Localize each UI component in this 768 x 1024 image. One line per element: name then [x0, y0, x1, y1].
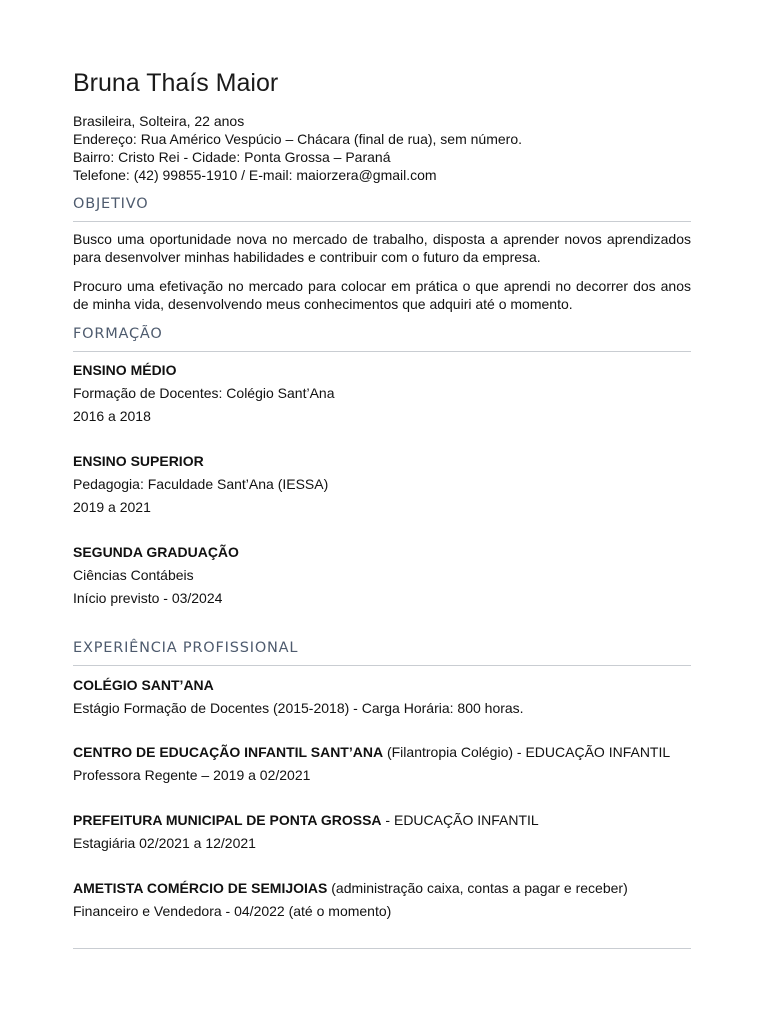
experience-company: CENTRO DE EDUCAÇÃO INFANTIL SANT’ANA — [73, 744, 384, 760]
education-period: 2016 a 2018 — [73, 408, 151, 424]
education-period: 2019 a 2021 — [73, 499, 151, 515]
experience-company: PREFEITURA MUNICIPAL DE PONTA GROSSA — [73, 812, 382, 828]
section-title-experiencia: EXPERIÊNCIA PROFISSIONAL — [73, 640, 299, 656]
experience-role: Estagiária 02/2021 a 12/2021 — [73, 835, 256, 851]
education-item — [73, 452, 691, 521]
objective-paragraph-2: Procuro uma efetivação no mercado para colocar em prática o que aprendi no decorrer dos anos de minha vida, desenvolvendo meus conhecimentos que adquiri até o momento. — [73, 278, 691, 312]
address-line: Endereço: Rua Américo Vespúcio – Chácara (final de rua), sem número. — [73, 131, 523, 147]
footer-divider — [73, 948, 691, 949]
experience-note: (administração caixa, contas a pagar e receber) — [327, 880, 628, 896]
experience-role: Estágio Formação de Docentes (2015-2018) - Carga Horária: 800 horas. — [73, 700, 524, 716]
resume-name: Bruna Thaís Maior — [73, 69, 279, 97]
phone-email-line: Telefone: (42) 99855-1910 / E-mail: maiorzera@gmail.com — [73, 167, 437, 183]
education-period: Início previsto - 03/2024 — [73, 590, 223, 606]
education-detail: Formação de Docentes: Colégio Sant’Ana — [73, 385, 335, 401]
experience-note: (Filantropia Colégio) - EDUCAÇÃO INFANTIL — [383, 744, 671, 760]
experience-item — [73, 743, 691, 789]
city-line: Bairro: Cristo Rei - Cidade: Ponta Grossa – Paraná — [73, 149, 391, 165]
education-heading: ENSINO MÉDIO — [73, 362, 177, 378]
objective-paragraph-1: Busco uma oportunidade nova no mercado de trabalho, disposta a aprender novos aprendizados para desenvolver minhas habilidades e contribuir com o futuro da empresa. — [73, 231, 691, 265]
personal-info: Brasileira, Solteira, 22 anos — [73, 113, 245, 129]
experience-role: Financeiro e Vendedora - 04/2022 (até o momento) — [73, 903, 392, 919]
experience-item — [73, 676, 691, 722]
education-detail: Pedagogia: Faculdade Sant’Ana (IESSA) — [73, 476, 329, 492]
education-heading: SEGUNDA GRADUAÇÃO — [73, 544, 239, 560]
experience-note: - EDUCAÇÃO INFANTIL — [381, 812, 539, 828]
education-item — [73, 543, 691, 612]
experience-company: COLÉGIO SANT’ANA — [73, 677, 214, 693]
experience-item — [73, 879, 691, 925]
education-detail: Ciências Contábeis — [73, 567, 194, 583]
section-divider — [73, 665, 691, 666]
experience-company: AMETISTA COMÉRCIO DE SEMIJOIAS — [73, 880, 328, 896]
experience-item — [73, 811, 691, 857]
education-heading: ENSINO SUPERIOR — [73, 453, 204, 469]
section-title-formacao: FORMAÇÃO — [73, 326, 163, 342]
experience-role: Professora Regente – 2019 a 02/2021 — [73, 767, 311, 783]
education-item — [73, 361, 691, 430]
section-title-objetivo: OBJETIVO — [73, 196, 149, 212]
section-divider — [73, 351, 691, 352]
section-divider — [73, 221, 691, 222]
contact-block — [73, 112, 522, 184]
